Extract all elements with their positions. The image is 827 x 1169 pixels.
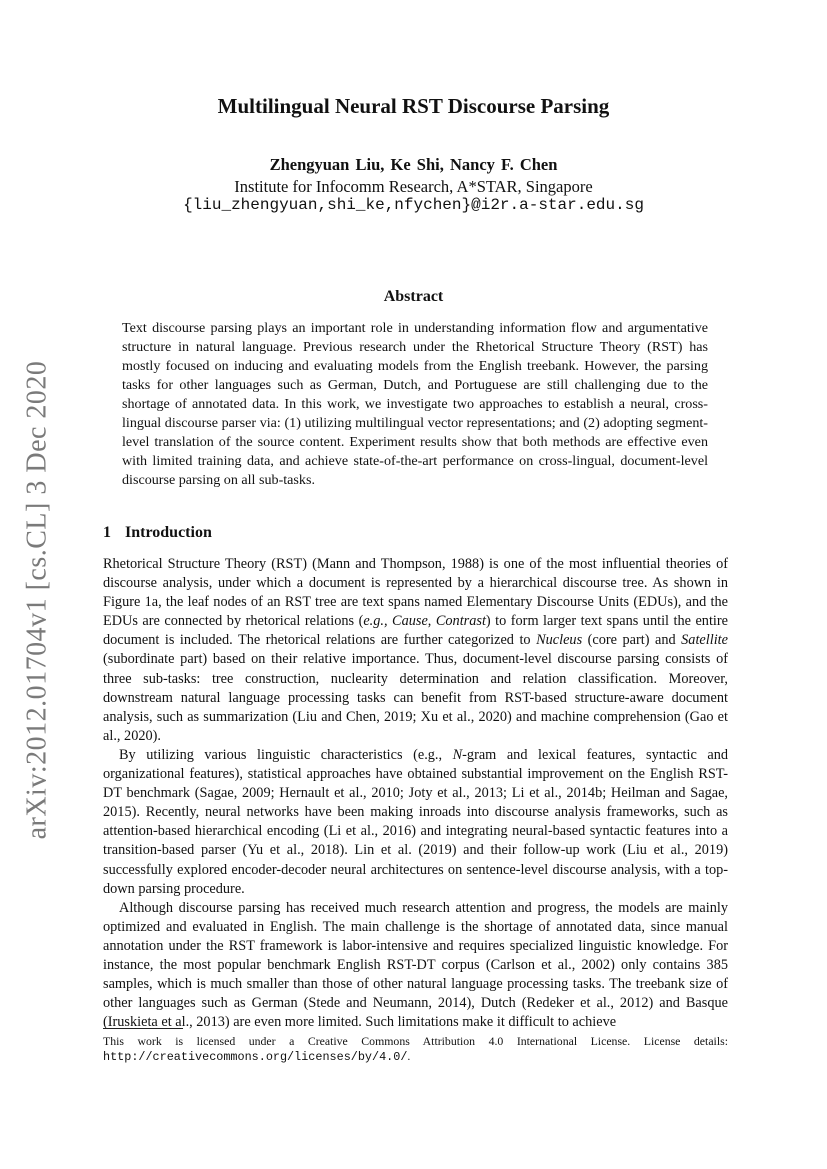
paragraph-3: Although discourse parsing has received much research attention and progress, the models are mainly optimized and evaluated in English. The main challenge is the shortage of annotated data, since manual annotation under the RST framework is labor-intensive and requires specialized linguistic knowledge. For instance, the most popular benchmark English RST-DT corpus (Carlson et al., 2002) only contains 385 samples, which is much smaller than those of other natural language processing tasks. The treebank size of other languages such as German (Stede and Neumann, 2014), Dutch (Redeker et al., 2012) and Basque (Iruskieta et al., 2013) are even more limited. Such limitations make it difficult to achieve bbox=[103, 899, 728, 1031]
paper-title: Multilingual Neural RST Discourse Parsing bbox=[217, 94, 610, 118]
author-emails: {liu_zhengyuan,shi_ke,nfychen}@i2r.a-star.edu.sg bbox=[183, 196, 644, 214]
section-heading bbox=[103, 524, 212, 542]
section-number: 1 bbox=[103, 524, 111, 541]
paragraph-1-text-d: (subordinate part) based on their relative importance. Thus, document-level discourse parsing consists of three sub-tasks: tree construction, nuclearity determination and relation classification. Moreover, downstream natural language processing tasks can benefit from RST-based structure-aware document analysis, such as summarization (Liu and Chen, 2019; Xu et al., 2020) and machine comprehension (Gao et al., 2020). bbox=[103, 651, 728, 744]
affiliation: Institute for Infocomm Research, A*STAR, Singapore bbox=[234, 177, 593, 196]
paragraph-2-text-a: By utilizing various linguistic characteristics (e.g., bbox=[119, 746, 453, 763]
paragraph-2 bbox=[103, 746, 728, 899]
paragraph-1-text-c: (core part) and bbox=[582, 632, 682, 649]
license-link[interactable]: http://creativecommons.org/licenses/by/4.0/ bbox=[103, 1050, 408, 1064]
footnote-rule bbox=[103, 1028, 183, 1029]
section-body bbox=[103, 555, 728, 1032]
relation-cause: Cause bbox=[392, 613, 428, 630]
term-satellite: Satellite bbox=[681, 632, 729, 649]
paragraph-1-text-b: ) to form larger text spans until the entire document is included. The rhetorical relations are further categorized to bbox=[103, 613, 728, 649]
section-title: Introduction bbox=[125, 524, 212, 541]
author-list: Zhengyuan Liu, Ke Shi, Nancy F. Chen bbox=[269, 155, 558, 174]
separator: , bbox=[427, 613, 436, 630]
paragraph-2-text-b: -gram and lexical features, syntactic and organizational features), statistical approaches have obtained substantial improvement on the English RST-DT benchmark (Sagae, 2009; Hernault et al., 2010; Joty et al., 2013; Li et al., 2014b; Heilman and Sagae, 2015). Recently, neural networks have been making inroads into discourse analysis frameworks, such as attention-based hierarchical encoding (Li et al., 2016) and integrating neural-based syntactic features into a transition-based parser (Yu et al., 2018). Lin et al. (2019) and their follow-up work (Liu et al., 2019) successfully explored encoder-decoder neural architectures on sentence-level discourse analysis, with a top-down parsing procedure. bbox=[103, 746, 728, 897]
paragraph-1-text-a: Rhetorical Structure Theory (RST) (Mann and Thompson, 1988) is one of the most influential theories of discourse analysis, under which a document is represented by a hierarchical discourse tree. As shown in Figure 1a, the leaf nodes of an RST tree are text spans named Elementary Discourse Units (EDUs), and the EDUs are connected by rhetorical relations ( bbox=[103, 556, 728, 630]
abstract-text: Text discourse parsing plays an important role in understanding information flow and argumentative structure in natural language. Previous research under the Rhetorical Structure Theory (RST) has mostly focused on inducing and evaluating models from the English treebank. However, the parsing tasks for other languages such as German, Dutch, and Portuguese are still challenging due to the shortage of annotated data. In this work, we investigate two approaches to establish a neural, cross-lingual discourse parser via: (1) utilizing multilingual vector representations; and (2) adopting segment-level translation of the source content. Experiment results show that both methods are effective even with limited training data, and achieve state-of-the-art performance on cross-lingual, document-level discourse parsing on all sub-tasks. bbox=[122, 320, 708, 488]
math-n: N bbox=[452, 746, 463, 763]
arxiv-identifier bbox=[14, 360, 60, 840]
footnote-text: This work is licensed under a Creative Commons Attribution 4.0 International License. License details: bbox=[103, 1034, 728, 1048]
paragraph-1 bbox=[103, 555, 728, 746]
footnote-end: . bbox=[407, 1049, 411, 1063]
relation-contrast: Contrast bbox=[435, 613, 486, 630]
emphasis-eg: e.g., bbox=[363, 613, 388, 630]
abstract-heading: Abstract bbox=[383, 288, 444, 305]
license-footnote bbox=[103, 1034, 728, 1065]
term-nucleus: Nucleus bbox=[536, 632, 583, 649]
arxiv-identifier-text: arXiv:2012.01704v1 [cs.CL] 3 Dec 2020 bbox=[21, 360, 53, 840]
